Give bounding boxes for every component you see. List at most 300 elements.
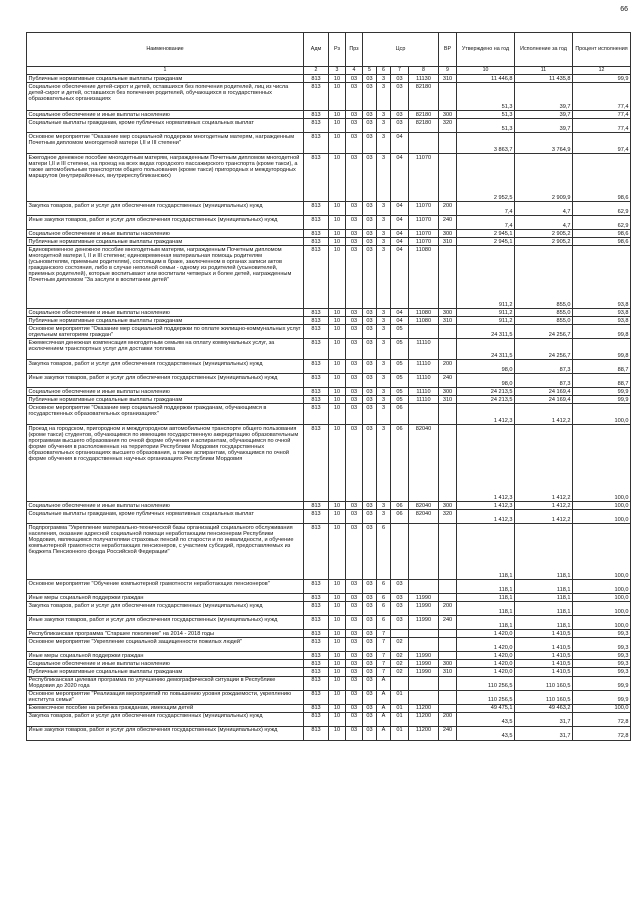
code-rz: 10: [329, 360, 346, 374]
header-row: [27, 33, 631, 67]
code-vr: [439, 690, 457, 704]
table-row: [27, 638, 631, 652]
code-prz: 03: [346, 230, 363, 238]
value-executed: 1 412,2: [515, 404, 573, 425]
code-rz: 10: [329, 309, 346, 317]
code-vr: 320: [439, 119, 457, 133]
table-row: [27, 510, 631, 524]
code-csr1: 03: [363, 638, 377, 652]
value-percent: 98,6: [573, 230, 631, 238]
value-executed: 87,3: [515, 374, 573, 388]
code-prz: 03: [346, 704, 363, 712]
code-adm: 813: [304, 360, 329, 374]
code-rz: 10: [329, 202, 346, 216]
code-csr1: 03: [363, 616, 377, 630]
value-executed: 855,0: [515, 317, 573, 325]
value-approved: 98,0: [457, 374, 515, 388]
table-row: [27, 388, 631, 396]
row-name: Основное мероприятие "Оказание мер социальной поддержки гражданам, обучающимся в государственных образовательных организациях": [27, 404, 304, 425]
code-csr2: 3: [377, 360, 391, 374]
code-csr1: 03: [363, 704, 377, 712]
value-percent: 100,0: [573, 602, 631, 616]
header-vr: ВР: [439, 33, 457, 67]
value-percent: 99,8: [573, 325, 631, 339]
value-percent: 72,8: [573, 712, 631, 726]
row-name: Закупка товаров, работ и услуг для обеспечения государственных (муниципальных) нужд: [27, 602, 304, 616]
row-name: Публичные нормативные социальные выплаты гражданам: [27, 238, 304, 246]
value-percent: 99,3: [573, 652, 631, 660]
code-csr3: 01: [391, 704, 409, 712]
code-csr1: 03: [363, 154, 377, 202]
code-csr2: 3: [377, 154, 391, 202]
row-name: Основное мероприятие "Оказание мер социальной поддержки многодетным матерям, награжденным Почетным дипломом многодетной матери I,II и III степени": [27, 133, 304, 154]
code-csr1: 03: [363, 668, 377, 676]
value-approved: 1 412,3: [457, 404, 515, 425]
value-approved: 110 256,5: [457, 676, 515, 690]
code-csr4: 11990: [409, 652, 439, 660]
code-csr4: 11080: [409, 246, 439, 309]
value-executed: 3 764,9: [515, 133, 573, 154]
value-executed: 1 412,2: [515, 425, 573, 502]
code-vr: 300: [439, 309, 457, 317]
code-adm: 813: [304, 676, 329, 690]
code-prz: 03: [346, 690, 363, 704]
value-percent: 97,4: [573, 133, 631, 154]
table-row: [27, 676, 631, 690]
value-approved: 11 446,8: [457, 75, 515, 83]
row-name: Ежегодное денежное пособие многодетным матерям, награжденным Почетным дипломом многодетной матери I,II и III степени, на проезд на всех видах городского пассажирского транспорта (кроме такси), а также автомобильным транспортом общего пользования (кроме такси) пригородных и междугородных маршрутов (внутрирайонных, внутриреспубликанских): [27, 154, 304, 202]
code-csr4: [409, 676, 439, 690]
code-csr3: 05: [391, 396, 409, 404]
value-approved: 51,3: [457, 83, 515, 111]
table-row: [27, 216, 631, 230]
code-vr: [439, 339, 457, 360]
code-prz: 03: [346, 246, 363, 309]
code-vr: [439, 154, 457, 202]
value-executed: 11 435,8: [515, 75, 573, 83]
table-row: [27, 602, 631, 616]
table-row: [27, 83, 631, 111]
code-adm: 813: [304, 119, 329, 133]
value-approved: 118,1: [457, 524, 515, 580]
value-percent: 99,9: [573, 690, 631, 704]
code-csr3: 03: [391, 616, 409, 630]
code-csr3: 04: [391, 238, 409, 246]
table-row: [27, 425, 631, 502]
code-csr1: 03: [363, 111, 377, 119]
code-prz: 03: [346, 510, 363, 524]
value-executed: 2 909,9: [515, 154, 573, 202]
code-prz: 03: [346, 616, 363, 630]
code-adm: 813: [304, 502, 329, 510]
code-csr3: 04: [391, 317, 409, 325]
code-prz: 03: [346, 712, 363, 726]
code-csr1: 03: [363, 502, 377, 510]
code-csr2: А: [377, 726, 391, 740]
col-number: 4: [346, 67, 363, 75]
value-approved: 2 952,5: [457, 154, 515, 202]
value-approved: 911,2: [457, 317, 515, 325]
code-csr3: 04: [391, 154, 409, 202]
code-rz: 10: [329, 133, 346, 154]
row-name: Социальное обеспечение и иные выплаты населению: [27, 502, 304, 510]
code-csr4: 11200: [409, 704, 439, 712]
header-adm: Адм: [304, 33, 329, 67]
value-executed: 24 169,4: [515, 388, 573, 396]
code-adm: 813: [304, 704, 329, 712]
header-prz: Прз: [346, 33, 363, 67]
value-percent: 62,9: [573, 216, 631, 230]
value-executed: 39,7: [515, 111, 573, 119]
code-csr2: 3: [377, 83, 391, 111]
code-adm: 813: [304, 339, 329, 360]
code-rz: 10: [329, 404, 346, 425]
table-row: [27, 404, 631, 425]
code-csr2: 6: [377, 580, 391, 594]
code-csr3: [391, 676, 409, 690]
code-rz: 10: [329, 704, 346, 712]
value-executed: 118,1: [515, 594, 573, 602]
value-percent: 99,9: [573, 75, 631, 83]
code-csr3: 05: [391, 388, 409, 396]
table-row: [27, 325, 631, 339]
code-csr2: 3: [377, 133, 391, 154]
value-executed: 4,7: [515, 216, 573, 230]
column-number-row: [27, 67, 631, 75]
code-csr3: 01: [391, 690, 409, 704]
value-approved: 51,3: [457, 111, 515, 119]
code-csr1: 03: [363, 360, 377, 374]
row-name: Социальное обеспечение детей-сирот и детей, оставшихся без попечения родителей, лиц из числа детей-сирот и детей, оставшихся без попечения родителей, обучающихся в государственных образовательных организациях: [27, 83, 304, 111]
row-name: Закупка товаров, работ и услуг для обеспечения государственных (муниципальных) нужд: [27, 712, 304, 726]
code-vr: [439, 676, 457, 690]
value-percent: 100,0: [573, 616, 631, 630]
row-name: Ежемесячное пособие на ребенка гражданам, имеющим детей: [27, 704, 304, 712]
code-vr: 310: [439, 668, 457, 676]
code-csr2: 3: [377, 75, 391, 83]
value-executed: 24 256,7: [515, 339, 573, 360]
table-row: [27, 690, 631, 704]
code-csr4: 11200: [409, 712, 439, 726]
code-adm: 813: [304, 404, 329, 425]
code-csr2: 3: [377, 404, 391, 425]
code-adm: 813: [304, 652, 329, 660]
code-csr2: 7: [377, 638, 391, 652]
code-csr1: 03: [363, 676, 377, 690]
value-percent: 100,0: [573, 594, 631, 602]
code-vr: [439, 133, 457, 154]
code-csr2: 3: [377, 317, 391, 325]
value-approved: 118,1: [457, 602, 515, 616]
table-row: [27, 594, 631, 602]
code-csr3: [391, 524, 409, 580]
code-adm: 813: [304, 712, 329, 726]
code-prz: 03: [346, 374, 363, 388]
code-rz: 10: [329, 325, 346, 339]
code-prz: 03: [346, 425, 363, 502]
code-prz: 03: [346, 388, 363, 396]
value-percent: 100,0: [573, 502, 631, 510]
code-rz: 10: [329, 75, 346, 83]
code-vr: 240: [439, 374, 457, 388]
code-csr2: 3: [377, 230, 391, 238]
row-name: Социальное обеспечение и иные выплаты населению: [27, 309, 304, 317]
value-approved: 110 256,5: [457, 690, 515, 704]
code-adm: 813: [304, 202, 329, 216]
code-vr: [439, 630, 457, 638]
code-adm: 813: [304, 317, 329, 325]
code-csr4: 82040: [409, 502, 439, 510]
value-executed: 1 410,5: [515, 652, 573, 660]
code-csr1: 03: [363, 652, 377, 660]
table-row: [27, 616, 631, 630]
code-csr1: 03: [363, 238, 377, 246]
row-name: Публичные нормативные социальные выплаты гражданам: [27, 668, 304, 676]
code-adm: 813: [304, 374, 329, 388]
table-row: [27, 660, 631, 668]
code-prz: 03: [346, 83, 363, 111]
code-prz: 03: [346, 652, 363, 660]
row-name: Основное мероприятие "Оказание мер социальной поддержки по оплате жилищно-коммунальных услуг отдельным категориям граждан": [27, 325, 304, 339]
value-approved: 1 420,0: [457, 660, 515, 668]
code-adm: 813: [304, 580, 329, 594]
code-csr4: 11080: [409, 317, 439, 325]
code-csr1: 03: [363, 726, 377, 740]
table-row: [27, 712, 631, 726]
code-vr: [439, 594, 457, 602]
code-csr3: 05: [391, 325, 409, 339]
code-csr4: 11200: [409, 726, 439, 740]
code-vr: [439, 325, 457, 339]
code-prz: 03: [346, 638, 363, 652]
col-number: 2: [304, 67, 329, 75]
code-csr2: 3: [377, 202, 391, 216]
code-csr1: 03: [363, 230, 377, 238]
code-csr4: 11990: [409, 668, 439, 676]
code-csr2: 7: [377, 668, 391, 676]
code-prz: 03: [346, 630, 363, 638]
code-vr: 310: [439, 396, 457, 404]
code-vr: [439, 524, 457, 580]
code-csr3: 06: [391, 502, 409, 510]
page-number: 66: [620, 6, 628, 13]
code-csr4: 11070: [409, 230, 439, 238]
code-csr4: 11990: [409, 594, 439, 602]
code-csr1: 03: [363, 83, 377, 111]
code-csr1: 03: [363, 339, 377, 360]
row-name: Иные меры социальной поддержки граждан: [27, 652, 304, 660]
table-row: [27, 119, 631, 133]
code-vr: 300: [439, 502, 457, 510]
value-approved: 1 420,0: [457, 630, 515, 638]
value-percent: 100,0: [573, 425, 631, 502]
code-csr2: 6: [377, 616, 391, 630]
value-approved: 43,5: [457, 726, 515, 740]
code-csr4: 82040: [409, 510, 439, 524]
code-csr2: А: [377, 690, 391, 704]
col-number: 10: [457, 67, 515, 75]
code-prz: 03: [346, 396, 363, 404]
code-csr1: 03: [363, 202, 377, 216]
value-approved: 24 311,5: [457, 339, 515, 360]
code-adm: 813: [304, 325, 329, 339]
row-name: Публичные нормативные социальные выплаты гражданам: [27, 75, 304, 83]
col-number: 5: [363, 67, 377, 75]
code-csr1: 03: [363, 594, 377, 602]
code-csr4: [409, 630, 439, 638]
value-percent: 93,8: [573, 309, 631, 317]
code-rz: 10: [329, 638, 346, 652]
code-csr2: 3: [377, 238, 391, 246]
code-csr1: 03: [363, 690, 377, 704]
code-adm: 813: [304, 133, 329, 154]
code-rz: 10: [329, 580, 346, 594]
table-row: [27, 317, 631, 325]
header-rz: Рз: [329, 33, 346, 67]
code-vr: 310: [439, 75, 457, 83]
code-prz: 03: [346, 668, 363, 676]
code-csr4: [409, 133, 439, 154]
code-vr: 200: [439, 202, 457, 216]
code-csr3: 02: [391, 638, 409, 652]
table-row: [27, 704, 631, 712]
code-prz: 03: [346, 317, 363, 325]
code-csr2: А: [377, 676, 391, 690]
table-row: [27, 154, 631, 202]
value-approved: 98,0: [457, 360, 515, 374]
code-rz: 10: [329, 524, 346, 580]
code-csr4: 11070: [409, 202, 439, 216]
code-vr: [439, 652, 457, 660]
code-rz: 10: [329, 502, 346, 510]
value-percent: 99,3: [573, 660, 631, 668]
code-rz: 10: [329, 154, 346, 202]
code-csr1: 03: [363, 404, 377, 425]
code-csr4: 82180: [409, 111, 439, 119]
code-csr4: 11070: [409, 154, 439, 202]
code-rz: 10: [329, 83, 346, 111]
code-adm: 813: [304, 660, 329, 668]
code-csr4: 82040: [409, 425, 439, 502]
code-csr4: [409, 524, 439, 580]
value-approved: 1 412,3: [457, 425, 515, 502]
value-approved: 1 412,3: [457, 502, 515, 510]
code-rz: 10: [329, 690, 346, 704]
code-csr3: 03: [391, 119, 409, 133]
code-csr1: 03: [363, 75, 377, 83]
code-adm: 813: [304, 690, 329, 704]
row-name: Социальное обеспечение и иные выплаты населению: [27, 660, 304, 668]
code-prz: 03: [346, 133, 363, 154]
code-csr3: 03: [391, 83, 409, 111]
value-approved: 2 945,1: [457, 238, 515, 246]
value-executed: 1 410,5: [515, 630, 573, 638]
code-adm: 813: [304, 425, 329, 502]
col-number: 1: [27, 67, 304, 75]
budget-table: [26, 32, 631, 741]
code-csr4: 11110: [409, 339, 439, 360]
code-csr2: 3: [377, 246, 391, 309]
code-adm: 813: [304, 230, 329, 238]
code-prz: 03: [346, 216, 363, 230]
value-executed: 2 905,2: [515, 238, 573, 246]
code-csr2: 3: [377, 216, 391, 230]
code-csr2: 6: [377, 602, 391, 616]
code-prz: 03: [346, 502, 363, 510]
code-csr2: 3: [377, 502, 391, 510]
row-name: Иные закупки товаров, работ и услуг для обеспечения государственных (муниципальных) нужд: [27, 726, 304, 740]
code-adm: 813: [304, 111, 329, 119]
code-vr: [439, 580, 457, 594]
code-csr1: 03: [363, 325, 377, 339]
row-name: Социальные выплаты гражданам, кроме публичных нормативных социальных выплат: [27, 510, 304, 524]
value-percent: 100,0: [573, 510, 631, 524]
row-name: Социальное обеспечение и иные выплаты населению: [27, 388, 304, 396]
code-rz: 10: [329, 594, 346, 602]
code-csr4: 11110: [409, 388, 439, 396]
code-prz: 03: [346, 602, 363, 616]
table-row: [27, 580, 631, 594]
code-csr3: 02: [391, 652, 409, 660]
code-csr1: 03: [363, 317, 377, 325]
row-name: Публичные нормативные социальные выплаты гражданам: [27, 396, 304, 404]
value-executed: 1 410,5: [515, 660, 573, 668]
code-rz: 10: [329, 712, 346, 726]
value-executed: 118,1: [515, 524, 573, 580]
value-executed: 1 410,5: [515, 668, 573, 676]
code-csr2: 6: [377, 594, 391, 602]
code-csr2: 3: [377, 309, 391, 317]
code-prz: 03: [346, 119, 363, 133]
code-adm: 813: [304, 216, 329, 230]
code-csr2: 7: [377, 630, 391, 638]
code-csr1: 03: [363, 630, 377, 638]
code-vr: 200: [439, 602, 457, 616]
value-percent: 88,7: [573, 374, 631, 388]
code-prz: 03: [346, 154, 363, 202]
code-csr1: 03: [363, 396, 377, 404]
value-approved: 24 213,5: [457, 388, 515, 396]
row-name: Ежемесячная денежная компенсация многодетным семьям на оплату коммунальных услуг, за исключением транспортных услуг для доставки топлива: [27, 339, 304, 360]
value-executed: 855,0: [515, 246, 573, 309]
code-csr1: 03: [363, 246, 377, 309]
table-row: [27, 133, 631, 154]
code-csr3: 02: [391, 660, 409, 668]
value-executed: 24 169,4: [515, 396, 573, 404]
col-number: 11: [515, 67, 573, 75]
code-prz: 03: [346, 360, 363, 374]
value-approved: 118,1: [457, 616, 515, 630]
value-approved: 1 420,0: [457, 652, 515, 660]
table-row: [27, 339, 631, 360]
value-executed: 855,0: [515, 309, 573, 317]
code-csr3: 03: [391, 580, 409, 594]
value-executed: 2 905,2: [515, 230, 573, 238]
code-vr: 200: [439, 712, 457, 726]
code-vr: 300: [439, 230, 457, 238]
table-body: [27, 75, 631, 741]
value-approved: 3 863,7: [457, 133, 515, 154]
code-rz: 10: [329, 216, 346, 230]
code-csr4: 11990: [409, 616, 439, 630]
code-vr: 310: [439, 317, 457, 325]
code-csr4: 11990: [409, 602, 439, 616]
code-prz: 03: [346, 202, 363, 216]
table-row: [27, 111, 631, 119]
code-adm: 813: [304, 594, 329, 602]
code-csr2: 3: [377, 119, 391, 133]
code-vr: [439, 425, 457, 502]
